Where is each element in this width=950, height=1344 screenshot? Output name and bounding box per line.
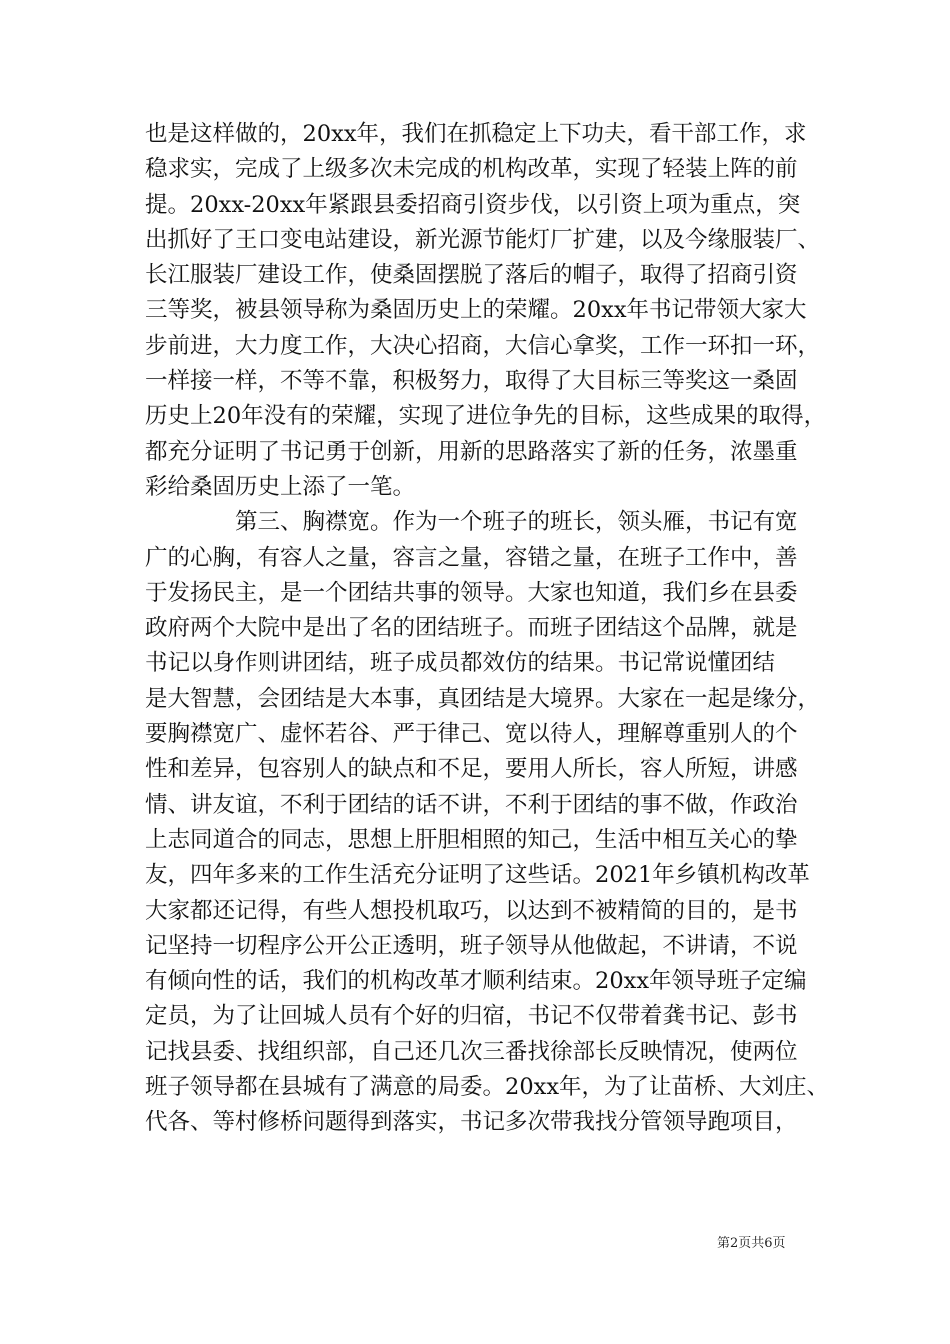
text-line: 记找县委、找组织部，自己还几次三番找徐部长反映情况，使两位 xyxy=(145,1038,798,1065)
text-line: 也是这样做的，20xx年，我们在抓稳定上下功夫，看干部工作，求 xyxy=(145,121,807,147)
text-line: 历史上20年没有的荣耀，实现了进位争先的目标，这些成果的取得， xyxy=(145,403,827,430)
text-line: 大家都还记得，有些人想投机取巧，以达到不被精简的目的，是书 xyxy=(145,897,798,924)
text-line: 定员，为了让回城人员有个好的归宿，书记不仅带着龚书记、彭书 xyxy=(145,1003,798,1030)
body-text xyxy=(145,117,830,1141)
text-line: 都充分证明了书记勇于创新，用新的思路落实了新的任务，浓墨重 xyxy=(145,438,798,465)
text-line: 记坚持一切程序公开公正透明，班子领导从他做起，不讲请，不说 xyxy=(145,932,798,959)
text-line: 一样接一样，不等不靠，积极努力，取得了大目标三等奖这一桑固 xyxy=(145,368,798,395)
page-number-footer: 第2页共6页 xyxy=(717,1236,786,1251)
text-line: 是大智慧，会团结是大本事，真团结是大境界。大家在一起是缘分， xyxy=(145,685,821,712)
text-line: 长江服装厂建设工作，使桑固摆脱了落后的帽子，取得了招商引资 xyxy=(145,262,798,289)
text-line: 情、讲友谊，不利于团结的话不讲，不利于团结的事不做，作政治 xyxy=(145,791,798,818)
text-line: 提。20xx-20xx年紧跟县委招商引资步伐，以引资上项为重点，突 xyxy=(145,191,801,218)
text-line: 出抓好了王口变电站建设，新光源节能灯厂扩建，以及今缘服装厂、 xyxy=(145,226,821,253)
text-line: 班子领导都在县城有了满意的局委。20xx年，为了让苗桥、大刘庄、 xyxy=(145,1074,830,1101)
text-line: 有倾向性的话，我们的机构改革才顺利结束。20xx年领导班子定编 xyxy=(145,968,807,995)
text-line: 彩给桑固历史上添了一笔。 xyxy=(145,473,416,500)
text-line: 政府两个大院中是出了名的团结班子。而班子团结这个品牌，就是 xyxy=(145,615,798,642)
text-line: 稳求实，完成了上级多次未完成的机构改革，实现了轻装上阵的前 xyxy=(145,156,798,183)
text-line: 上志同道合的同志，思想上肝胆相照的知己，生活中相互关心的挚 xyxy=(145,826,798,853)
text-line: 于发扬民主，是一个团结共事的领导。大家也知道，我们乡在县委 xyxy=(145,579,798,606)
text-line: 书记以身作则讲团结，班子成员都效仿的结果。书记常说懂团结 xyxy=(145,650,776,677)
text-line: 三等奖，被县领导称为桑固历史上的荣耀。20xx年书记带领大家大 xyxy=(145,297,807,324)
section-heading-line: 第三、胸襟宽。作为一个班子的班长，领头雁，书记有宽 xyxy=(235,509,798,536)
text-line: 友，四年多来的工作生活充分证明了这些话。2021年乡镇机构改革 xyxy=(145,862,810,889)
text-line: 步前进，大力度工作，大决心招商，大信心拿奖，工作一环扣一环， xyxy=(145,332,821,359)
text-line: 广的心胸，有容人之量，容言之量，容错之量，在班子工作中，善 xyxy=(145,544,798,571)
text-line: 要胸襟宽广、虚怀若谷、严于律己、宽以待人，理解尊重别人的个 xyxy=(145,721,798,748)
text-line: 性和差异，包容别人的缺点和不足，要用人所长，容人所短，讲感 xyxy=(145,756,798,783)
text-line: 代各、等村修桥问题得到落实，书记多次带我找分管领导跑项目， xyxy=(145,1109,798,1136)
